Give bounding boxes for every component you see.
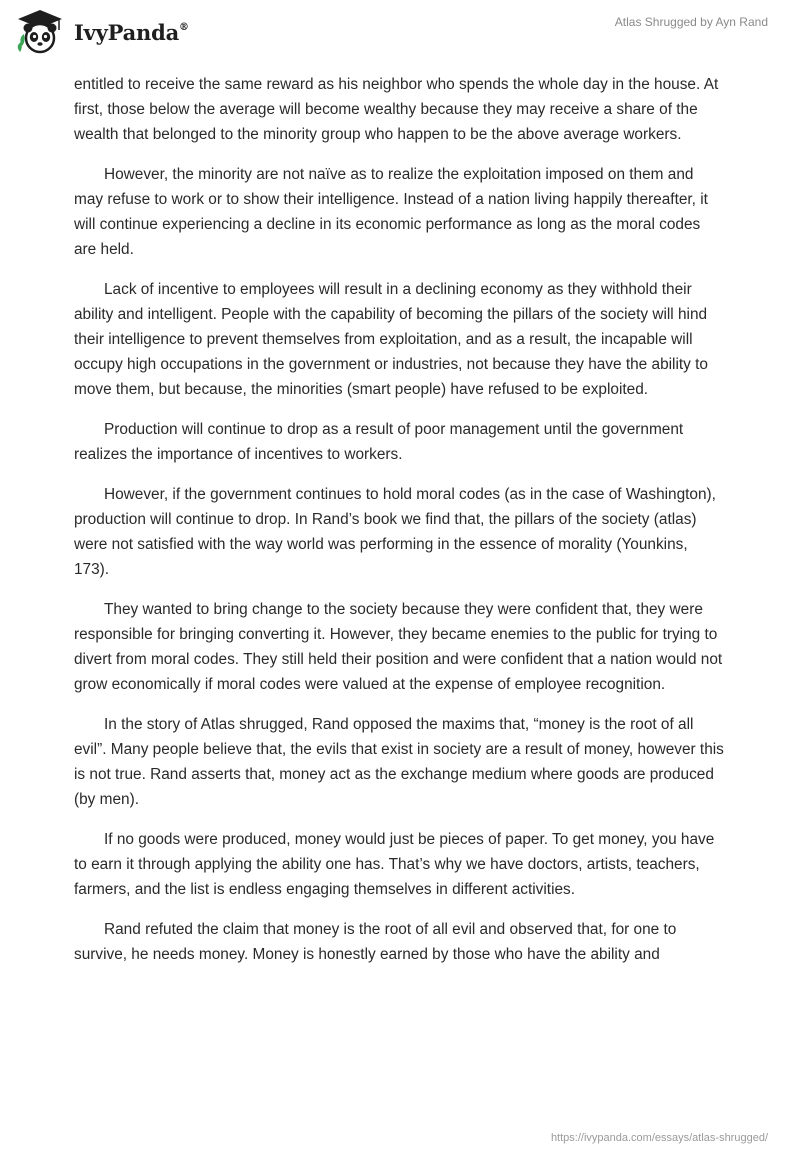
page-header (0, 0, 800, 70)
ivypanda-logo[interactable] (14, 8, 189, 56)
paragraph: However, if the government continues to hold moral codes (as in the case of Washington), production will continue to drop. In Rand’s book we find that, the pillars of the society (atlas) were not satisfied with the way world was performing in the essence of morality (Younkins, 173). (74, 486, 716, 578)
source-url[interactable]: https://ivypanda.com/essays/atlas-shrugged/ (550, 1132, 768, 1144)
paragraph: Production will continue to drop as a result of poor management until the government realizes the importance of incentives to workers. (74, 421, 684, 463)
document-title: Atlas Shrugged by Ayn Rand (614, 15, 768, 29)
trademark-symbol: ® (179, 21, 189, 33)
paragraph: In the story of Atlas shrugged, Rand opposed the maxims that, “money is the root of all evil”. Many people believe that, the evils that exist in society are a result of money, however this is not true. Rand asserts that, money act as the exchange medium where goods are produced (by men). (74, 716, 724, 808)
essay-body (74, 72, 726, 982)
paragraph: Rand refuted the claim that money is the root of all evil and observed that, for one to survive, he needs money. Money is honestly earned by those who have the ability and (74, 921, 677, 963)
paragraph: They wanted to bring change to the society because they were confident that, they were responsible for bringing converting it. However, they became enemies to the public for trying to divert from moral codes. They still held their position and were confident that a nation would not grow economically if moral codes were valued at the expense of employee recognition. (74, 601, 723, 693)
paragraph: entitled to receive the same reward as his neighbor who spends the whole day in the house. At first, those below the average will become wealthy because they may receive a share of the wealth that belonged to the minority group who happen to be the above average workers. (74, 76, 719, 143)
paragraph: If no goods were produced, money would just be pieces of paper. To get money, you have to earn it through applying the ability one has. That’s why we have doctors, artists, teachers, farmers, and the list is endless engaging themselves in different activities. (74, 831, 715, 898)
paragraph: Lack of incentive to employees will result in a declining economy as they withhold their ability and intelligent. People with the capability of becoming the pillars of the society will hind their intelligence to prevent themselves from exploitation, and as a result, the incapable will occupy high occupations in the government or industries, not because they have the ability to move them, but because, the minorities (smart people) have refused to be exploited. (74, 281, 708, 398)
paragraph: However, the minority are not naïve as to realize the exploitation imposed on them and may refuse to work or to show their intelligence. Instead of a nation living happily thereafter, it will continue experiencing a decline in its economic performance as long as the moral codes are held. (74, 166, 708, 258)
panda-graduation-logo-icon (14, 8, 66, 56)
brand-name: IvyPanda® (74, 19, 189, 45)
